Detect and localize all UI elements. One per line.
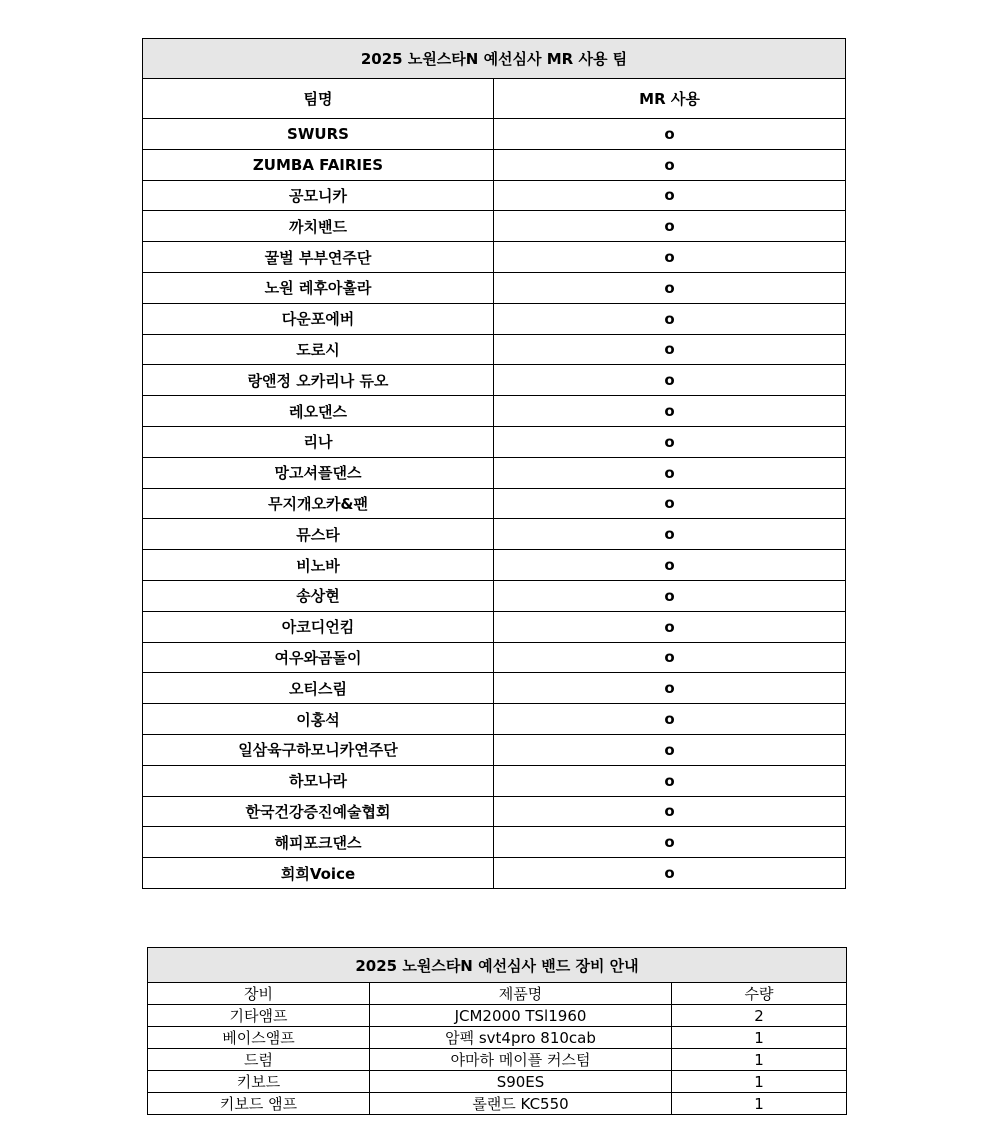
product-cell: 롤랜드 KC550 <box>370 1093 672 1115</box>
table-row <box>143 580 846 611</box>
table-row <box>143 396 846 427</box>
table-row <box>143 303 846 334</box>
team-name-cell: 일삼육구하모니카연주단 <box>143 734 494 765</box>
table-row <box>148 1005 847 1027</box>
product-cell: 야마하 메이플 커스텀 <box>370 1049 672 1071</box>
mr-usage-cell: o <box>494 396 846 427</box>
quantity-cell: 2 <box>672 1005 847 1027</box>
product-header: 제품명 <box>370 983 672 1005</box>
table-row <box>143 211 846 242</box>
equipment-cell: 기타앰프 <box>148 1005 370 1027</box>
team-name-cell: 공모니카 <box>143 180 494 211</box>
table-row <box>143 180 846 211</box>
team-name-cell: 랑앤정 오카리나 듀오 <box>143 365 494 396</box>
mr-usage-cell: o <box>494 119 846 150</box>
mr-usage-cell: o <box>494 303 846 334</box>
band-equipment-table <box>147 947 847 1115</box>
team-name-cell: 무지개오카&팬 <box>143 488 494 519</box>
team-name-cell: 송상현 <box>143 580 494 611</box>
mr-table-body <box>143 119 846 889</box>
table-row <box>143 426 846 457</box>
product-cell: JCM2000 TSl1960 <box>370 1005 672 1027</box>
table-row <box>143 457 846 488</box>
product-cell: S90ES <box>370 1071 672 1093</box>
mr-usage-cell: o <box>494 242 846 273</box>
table-row <box>143 119 846 150</box>
team-name-cell: 오티스림 <box>143 673 494 704</box>
mr-usage-cell: o <box>494 365 846 396</box>
mr-usage-cell: o <box>494 611 846 642</box>
mr-usage-cell: o <box>494 488 846 519</box>
team-name-cell: 노원 레후아훌라 <box>143 272 494 303</box>
table-row <box>143 734 846 765</box>
mr-usage-cell: o <box>494 827 846 858</box>
table-row <box>143 550 846 581</box>
table-row <box>148 1071 847 1093</box>
mr-usage-cell: o <box>494 734 846 765</box>
team-name-cell: 꿀벌 부부연주단 <box>143 242 494 273</box>
table-row <box>143 642 846 673</box>
table-row <box>143 272 846 303</box>
table-row <box>143 334 846 365</box>
mr-table-title: 2025 노원스타N 예선심사 MR 사용 팀 <box>143 39 846 79</box>
equipment-cell: 키보드 <box>148 1071 370 1093</box>
team-name-cell: 해피포크댄스 <box>143 827 494 858</box>
team-name-cell: 여우와곰돌이 <box>143 642 494 673</box>
mr-usage-cell: o <box>494 796 846 827</box>
table-row <box>143 242 846 273</box>
mr-usage-cell: o <box>494 149 846 180</box>
mr-usage-cell: o <box>494 519 846 550</box>
table-row <box>148 1027 847 1049</box>
team-name-cell: 아코디언킴 <box>143 611 494 642</box>
team-name-cell: 레오댄스 <box>143 396 494 427</box>
table-row <box>148 1093 847 1115</box>
team-name-cell: 비노바 <box>143 550 494 581</box>
band-table-title: 2025 노원스타N 예선심사 밴드 장비 안내 <box>148 948 847 983</box>
mr-usage-cell: o <box>494 642 846 673</box>
table-row <box>143 827 846 858</box>
mr-usage-cell: o <box>494 180 846 211</box>
mr-usage-cell: o <box>494 426 846 457</box>
table-row <box>143 796 846 827</box>
team-name-cell: ZUMBA FAIRIES <box>143 149 494 180</box>
product-cell: 암펙 svt4pro 810cab <box>370 1027 672 1049</box>
mr-usage-cell: o <box>494 580 846 611</box>
mr-usage-cell: o <box>494 457 846 488</box>
mr-usage-table <box>142 38 846 889</box>
table-row <box>143 519 846 550</box>
table-row <box>143 673 846 704</box>
quantity-header: 수량 <box>672 983 847 1005</box>
team-name-cell: 까치밴드 <box>143 211 494 242</box>
table-row <box>143 858 846 889</box>
quantity-cell: 1 <box>672 1071 847 1093</box>
table-row <box>148 1049 847 1071</box>
band-table-body <box>148 1005 847 1115</box>
team-name-header: 팀명 <box>143 79 494 119</box>
team-name-cell: 망고셔플댄스 <box>143 457 494 488</box>
mr-usage-header: MR 사용 <box>494 79 846 119</box>
team-name-cell: 리나 <box>143 426 494 457</box>
table-row <box>143 765 846 796</box>
team-name-cell: SWURS <box>143 119 494 150</box>
quantity-cell: 1 <box>672 1027 847 1049</box>
equipment-cell: 베이스앰프 <box>148 1027 370 1049</box>
table-row <box>143 365 846 396</box>
team-name-cell: 뮤스타 <box>143 519 494 550</box>
team-name-cell: 하모나라 <box>143 765 494 796</box>
mr-usage-cell: o <box>494 765 846 796</box>
equipment-header: 장비 <box>148 983 370 1005</box>
mr-usage-cell: o <box>494 704 846 735</box>
mr-usage-cell: o <box>494 858 846 889</box>
mr-usage-cell: o <box>494 211 846 242</box>
equipment-cell: 키보드 앰프 <box>148 1093 370 1115</box>
quantity-cell: 1 <box>672 1049 847 1071</box>
mr-usage-cell: o <box>494 272 846 303</box>
team-name-cell: 이홍석 <box>143 704 494 735</box>
mr-usage-cell: o <box>494 673 846 704</box>
mr-usage-cell: o <box>494 550 846 581</box>
team-name-cell: 희희Voice <box>143 858 494 889</box>
mr-usage-cell: o <box>494 334 846 365</box>
team-name-cell: 한국건강증진예술협회 <box>143 796 494 827</box>
quantity-cell: 1 <box>672 1093 847 1115</box>
equipment-cell: 드럼 <box>148 1049 370 1071</box>
table-row <box>143 611 846 642</box>
table-row <box>143 488 846 519</box>
team-name-cell: 다운포에버 <box>143 303 494 334</box>
table-row <box>143 704 846 735</box>
table-row <box>143 149 846 180</box>
team-name-cell: 도로시 <box>143 334 494 365</box>
